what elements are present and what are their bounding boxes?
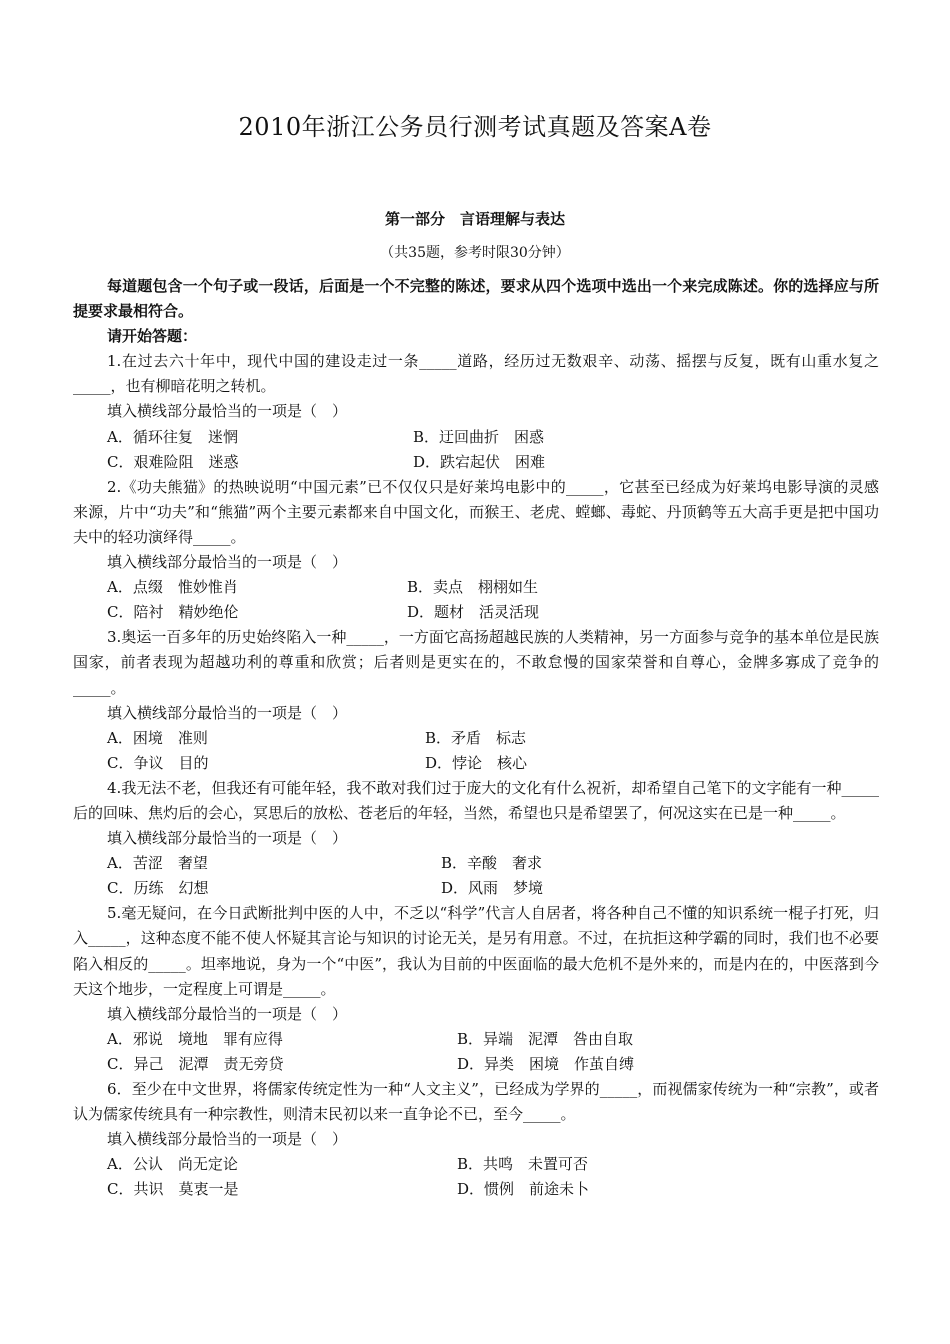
option-row	[73, 600, 879, 625]
option-row	[73, 1027, 879, 1052]
option-d: D．惯例 前途未卜	[457, 1180, 590, 1199]
question-text: 3.奥运一百多年的历史始终陷入一种_____，一方面它高扬超越民族的人类精神，另一方面参与竞争的基本单位是民族国家，前者表现为超越功利的尊重和欣赏；后者则是更实在的，不敢怠慢的国家荣誉和自尊心，金牌多寡成了竞争的_____。	[73, 628, 879, 697]
question-prompt: 填入横线部分最恰当的一项是（ ）	[107, 1004, 348, 1023]
section-heading: 第一部分 言语理解与表达	[384, 210, 565, 228]
question-prompt: 填入横线部分最恰当的一项是（ ）	[107, 553, 348, 572]
option-c: C．历练 幻想	[107, 879, 209, 898]
option-row	[73, 450, 879, 475]
option-a: A．邪说 境地 罪有应得	[107, 1029, 283, 1048]
question-text: 1.在过去六十年中，现代中国的建设走过一条_____道路，经历过无数艰辛、动荡、摇摆与反复，既有山重水复之_____，也有柳暗花明之转机。	[73, 352, 879, 396]
option-b: B．矛盾 标志	[425, 728, 527, 747]
option-b: B．辛酸 奢求	[441, 854, 543, 873]
start-label: 请开始答题：	[107, 327, 198, 346]
option-d: D．跌宕起伏 困难	[413, 452, 546, 471]
option-row	[73, 1152, 879, 1177]
option-d: D．风雨 梦境	[441, 879, 544, 898]
question-5	[73, 901, 879, 1077]
option-b: B．异端 泥潭 咎由自取	[457, 1029, 634, 1048]
option-c: C．艰难险阻 迷惑	[107, 452, 239, 471]
question-prompt: 填入横线部分最恰当的一项是（ ）	[107, 829, 348, 848]
option-c: C．陪衬 精妙绝伦	[107, 603, 239, 622]
option-row	[73, 1052, 879, 1077]
question-text: 4.我无法不老，但我还有可能年轻，我不敢对我们过于庞大的文化有什么祝祈，却希望自己笔下的文字能有一种_____后的回味、焦灼后的会心，冥思后的放松、苍老后的年轻，当然，希望也只是希望罢了，何况这实在已是一种_____。	[73, 778, 879, 822]
option-row	[73, 751, 879, 776]
question-4	[73, 776, 879, 901]
option-a: A．苦涩 奢望	[107, 854, 208, 873]
question-2	[73, 475, 879, 626]
question-text: 6．至少在中文世界，将儒家传统定性为一种“人文主义”，已经成为学界的_____，而视儒家传统为一种“宗教”，或者认为儒家传统具有一种宗教性，则清末民初以来一直争论不已，至今_____。	[73, 1080, 879, 1124]
document-body	[73, 274, 879, 1202]
option-b: B．共鸣 未置可否	[457, 1155, 589, 1174]
question-prompt: 填入横线部分最恰当的一项是（ ）	[107, 402, 348, 421]
option-d: D．题材 活灵活现	[407, 603, 540, 622]
option-c: C．异己 泥潭 责无旁贷	[107, 1054, 284, 1073]
option-row	[73, 1177, 879, 1202]
option-row	[73, 425, 879, 450]
option-row	[73, 726, 879, 751]
option-c: C．争议 目的	[107, 753, 209, 772]
option-b: B．卖点 栩栩如生	[407, 578, 539, 597]
option-row	[73, 575, 879, 600]
question-3	[73, 625, 879, 776]
document-title: 2010年浙江公务员行测考试真题及答案A卷	[238, 113, 712, 141]
option-a: A．点缀 惟妙惟肖	[107, 578, 238, 597]
question-prompt: 填入横线部分最恰当的一项是（ ）	[107, 703, 348, 722]
section-subheading: （共35题，参考时限30分钟）	[380, 245, 570, 261]
question-1	[73, 349, 879, 474]
instructions: 每道题包含一个句子或一段话，后面是一个不完整的陈述，要求从四个选项中选出一个来完成陈述。你的选择应与所提要求最相符合。	[73, 277, 879, 321]
option-c: C．共识 莫衷一是	[107, 1180, 239, 1199]
option-d: D．悖论 核心	[425, 753, 528, 772]
option-b: B．迂回曲折 困惑	[413, 427, 545, 446]
question-6	[73, 1077, 879, 1202]
option-d: D．异类 困境 作茧自缚	[457, 1054, 635, 1073]
question-text: 2.《功夫熊猫》的热映说明“中国元素”已不仅仅只是好莱坞电影中的_____，它甚至已经成为好莱坞电影导演的灵感来源，片中“功夫”和“熊猫”两个主要元素都来自中国文化，而猴王、老虎、螳螂、毒蛇、丹顶鹤等五大高手更是把中国功夫中的轻功演绎得_____。	[73, 477, 879, 546]
option-a: A．循环往复 迷惘	[107, 427, 238, 446]
option-a: A．公认 尚无定论	[107, 1155, 238, 1174]
option-a: A．困境 准则	[107, 728, 208, 747]
option-row	[73, 876, 879, 901]
question-prompt: 填入横线部分最恰当的一项是（ ）	[107, 1130, 348, 1149]
option-row	[73, 851, 879, 876]
question-text: 5.毫无疑问，在今日武断批判中医的人中，不乏以“科学”代言人自居者，将各种自己不懂的知识系统一棍子打死，归入_____，这种态度不能不使人怀疑其言论与知识的讨论无关，是另有用意。不过，在抗拒这种学霸的同时，我们也不必要陷入相反的_____。坦率地说，身为一个“中医”，我认为目前的中医面临的最大危机不是外来的，而是内在的，中医落到今天这个地步，一定程度上可谓是_____。	[73, 904, 879, 998]
